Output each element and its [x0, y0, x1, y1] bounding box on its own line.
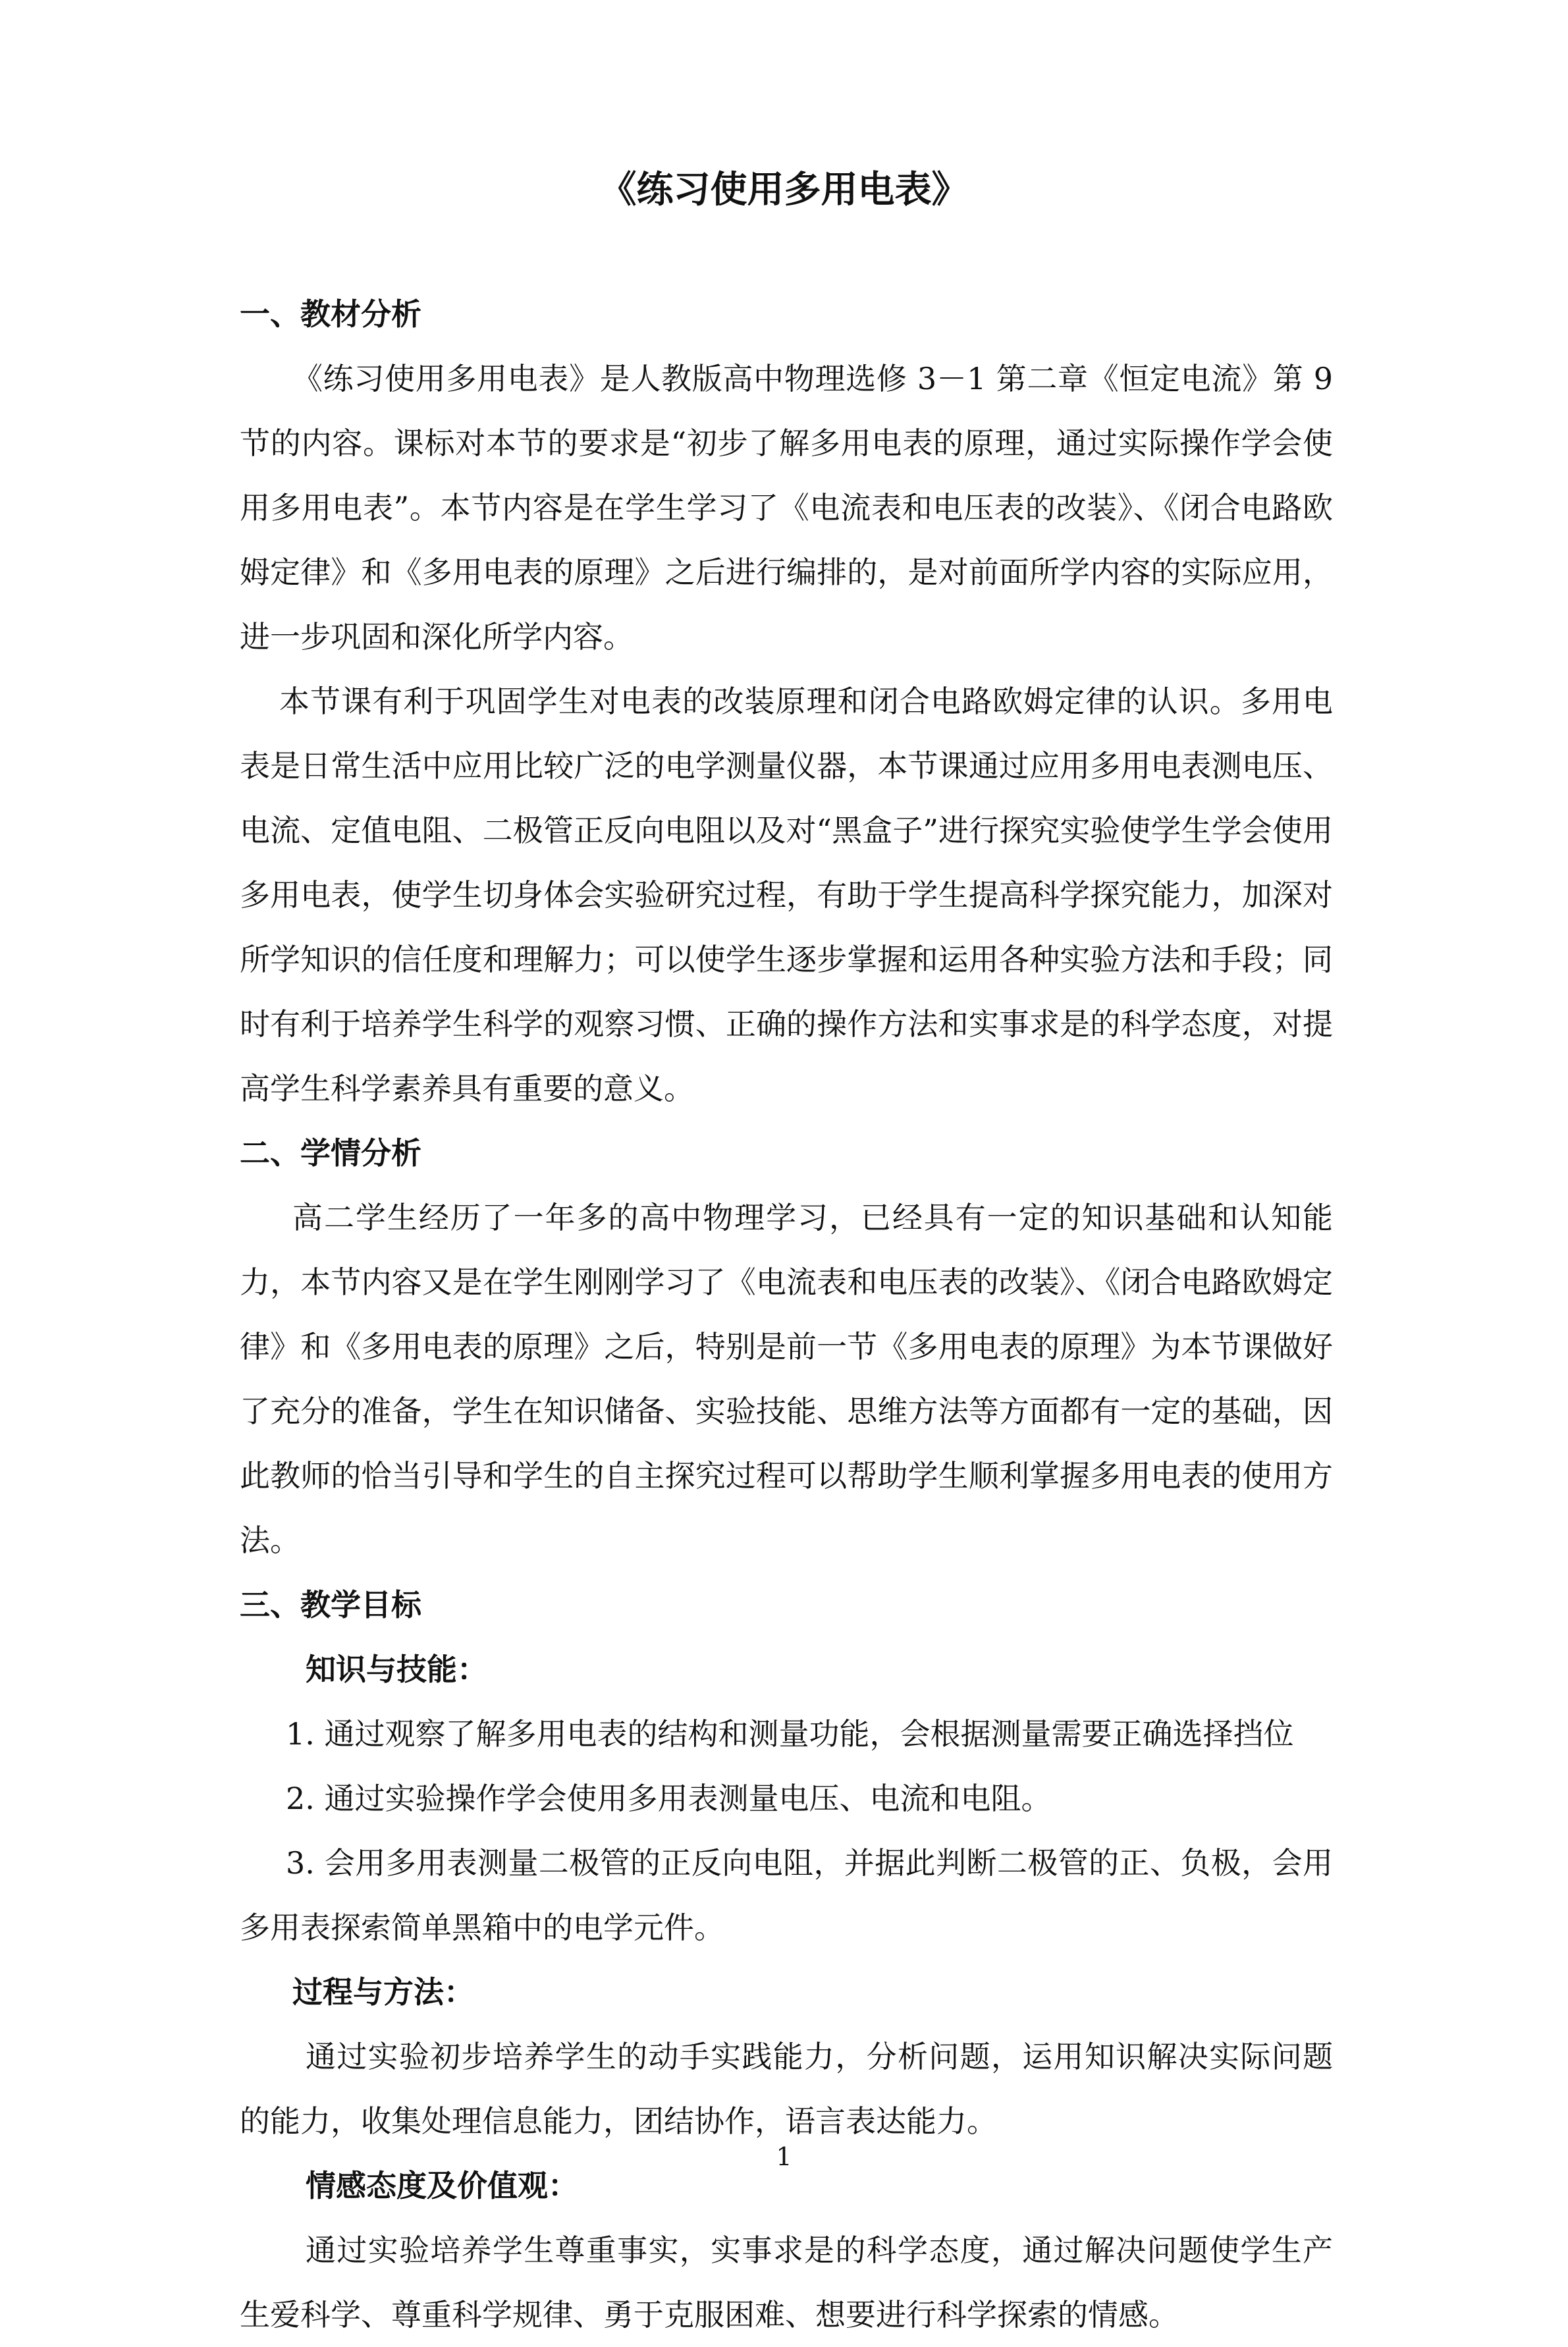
- paragraph: 通过实验初步培养学生的动手实践能力，分析问题，运用知识解决实际问题的能力，收集处理信息能力，团结协作，语言表达能力。: [240, 2039, 1333, 2139]
- subheading-emotion-values: 情感态度及价值观：: [306, 2168, 578, 2203]
- goal-item: 1. 通过观察了解多用电表的结构和测量功能，会根据测量需要正确选择挡位: [286, 1716, 1294, 1752]
- section-heading-textbook-analysis: 一、教材分析: [240, 296, 421, 332]
- paragraph: 通过实验培养学生尊重事实，实事求是的科学态度，通过解决问题使学生产生爱科学、尊重科学规律、勇于克服困难、想要进行科学探索的情感。: [240, 2232, 1333, 2333]
- goal-item: 3. 会用多用表测量二极管的正反向电阻，并据此判断二极管的正、负极，会用多用表探索简单黑箱中的电学元件。: [240, 1845, 1333, 1945]
- subheading-process-methods: 过程与方法：: [292, 1974, 474, 2010]
- page-number: 1: [776, 2142, 792, 2171]
- paragraph: 《练习使用多用电表》是人教版高中物理选修 3－1 第二章《恒定电流》第 9 节的内容。课标对本节的要求是“初步了解多用电表的原理，通过实际操作学会使用多用电表”。本节内容是在学生学习了《电流表和电压表的改装》、《闭合电路欧姆定律》和《多用电表的原理》之后进行编排的，是对前面所学内容的实际应用，进一步巩固和深化所学内容。: [240, 361, 1333, 655]
- subheading-knowledge-skills: 知识与技能：: [306, 1652, 487, 1687]
- paragraph: 高二学生经历了一年多的高中物理学习，已经具有一定的知识基础和认知能力，本节内容又是在学生刚刚学习了《电流表和电压表的改装》、《闭合电路欧姆定律》和《多用电表的原理》之后，特别是前一节《多用电表的原理》为本节课做好了充分的准备，学生在知识储备、实验技能、思维方法等方面都有一定的基础，因此教师的恰当引导和学生的自主探究过程可以帮助学生顺利掌握多用电表的使用方法。: [240, 1200, 1333, 1558]
- section-heading-student-analysis: 二、学情分析: [240, 1135, 421, 1171]
- document-body: [240, 282, 1333, 2347]
- paragraph: 本节课有利于巩固学生对电表的改装原理和闭合电路欧姆定律的认识。多用电表是日常生活中应用比较广泛的电学测量仪器，本节课通过应用多用电表测电压、电流、定值电阻、二极管正反向电阻以及对“黑盒子”进行探究实验使学生学会使用多用电表，使学生切身体会实验研究过程，有助于学生提高科学探究能力，加深对所学知识的信任度和理解力；可以使学生逐步掌握和运用各种实验方法和手段；同时有利于培养学生科学的观察习惯、正确的操作方法和实事求是的科学态度，对提高学生科学素养具有重要的意义。: [240, 684, 1333, 1106]
- document-title: 《练习使用多用电表》: [599, 168, 969, 211]
- goal-item: 2. 通过实验操作学会使用多用表测量电压、电流和电阻。: [286, 1781, 1052, 1816]
- section-heading-teaching-goals: 三、教学目标: [240, 1587, 421, 1623]
